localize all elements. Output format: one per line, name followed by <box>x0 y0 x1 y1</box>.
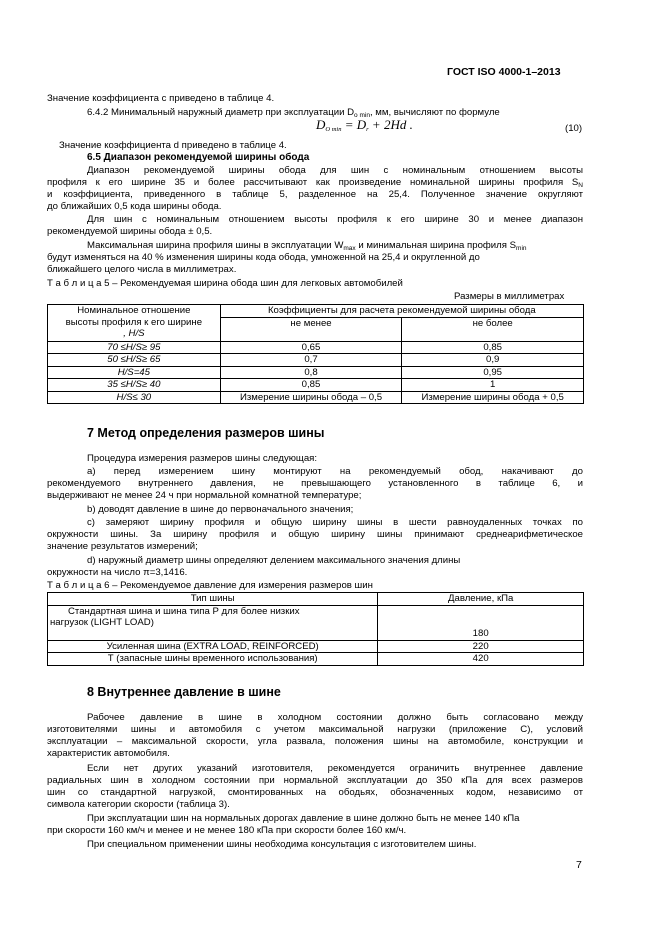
table5-header-ratio: Номинальное отношение высоты профиля к его ширине , H/S <box>48 305 221 342</box>
s8-p2-line1: Если нет других указаний изготовителя, рекомендуется ограничить внутреннее давление <box>87 763 583 774</box>
s8-p1-line4: характеристик автомобиля. <box>47 748 170 759</box>
coef-c-note: Значение коэффициента c приведено в таблице 4. <box>47 93 275 104</box>
s7-c-line1: с) замеряют ширину профиля и общую ширину шины в шести равноудаленных точках по <box>87 517 583 528</box>
s7-c-line2: окружности шины. За ширину профиля и общую ширину шины принимают среднеарифметическое <box>47 529 583 540</box>
s7-d-line2: окружности на число π=3,1416. <box>47 567 188 578</box>
coef-d-note: Значение коэффициента d приведено в таблице 4. <box>59 140 287 151</box>
table-row: 50 ≤H/S≥ 65 0,7 0,9 <box>48 354 584 367</box>
s65-p1-line1: Диапазон рекомендуемой ширины обода для шин с номинальным отношением высоты <box>87 165 583 176</box>
table-row: Т (запасные шины временного использования) 420 <box>48 653 584 666</box>
s65-p3-line3: ближайшего целого числа в миллиметрах. <box>47 264 237 275</box>
table-row: Стандартная шина и шина типа Р для более низких нагрузок (LIGHT LOAD) 180 <box>48 605 584 640</box>
s65-p1-line3: и коэффициента, приведенного в таблице 5, разделенное на 25,4. Полученное значение округляют <box>47 189 583 200</box>
s8-p4: При специальном применении шины необходима консультация с изготовителем шины. <box>87 839 477 850</box>
table-row: H/S=45 0,8 0,95 <box>48 366 584 379</box>
table-row: 35 ≤H/S≥ 40 0,85 1 <box>48 379 584 392</box>
s8-p2-line2: радиальных шин в холодном состоянии при нормальной эксплуатации до 350 кПа для всех размеров <box>47 775 583 786</box>
table-row: 70 ≤H/S≥ 95 0,65 0,85 <box>48 341 584 354</box>
s8-p1-line3: эксплуатации – максимальной скорости, угла развала, положения шины на автомобиле, конструкции и <box>47 736 583 747</box>
s7-b: b) доводят давление в шине до первоначального значения; <box>87 504 354 515</box>
table-row: Усиленная шина (EXTRA LOAD, REINFORCED) 220 <box>48 640 584 653</box>
formula-number: (10) <box>565 123 583 134</box>
section-6-4-2: 6.4.2 Минимальный наружный диаметр при эксплуатации $D_{o min}$, мм, вычисляют по формуле <box>87 107 500 119</box>
table-5 <box>47 304 584 404</box>
formula-10: $D_{O min} = D_r + 2Hd$ . <box>316 117 413 133</box>
s65-p1-line2: профиля к его ширине 35 и более рассчитывают как произведение номинальной ширины профиля $S_N$ <box>47 177 583 189</box>
s7-a-line2: рекомендуемого внутреннего давления, не превышающего установленного в таблице 6, и <box>47 478 583 489</box>
table-6 <box>47 592 584 666</box>
s8-p2-line3: шин со стандартной нагрузкой, смонтированных на ободьях, обозначенных кодом, независимо от <box>47 787 583 798</box>
section-7-title: 7 Метод определения размеров шины <box>87 426 325 440</box>
table6-caption: Т а б л и ц а 6 – Рекомендуемое давление для измерения размеров шин <box>47 580 373 591</box>
table5-units: Размеры в миллиметрах <box>454 291 565 302</box>
s7-d-line1: d) наружный диаметр шины определяют делением максимального значения длины <box>87 555 461 566</box>
s65-p2-line2: рекомендуемой ширины обода ± 0,5. <box>47 226 213 237</box>
table6-header-type: Тип шины <box>48 593 378 606</box>
s65-p2-line1: Для шин с номинальным отношением высоты профиля к его ширине 30 и менее диапазон <box>87 214 583 225</box>
s8-p1-line1: Рабочее давление в шине в холодном состоянии должно быть согласовано между <box>87 712 583 723</box>
s8-p3-line1: При эксплуатации шин на нормальных дорогах давление в шине должно быть не менее 140 кПа <box>87 813 520 824</box>
table-row: H/S≤ 30 Измерение ширины обода – 0,5 Измерение ширины обода + 0,5 <box>48 391 584 404</box>
standard-header: ГОСТ ISO 4000-1–2013 <box>447 66 561 78</box>
table5-header-group: Коэффициенты для расчета рекомендуемой ширины обода <box>220 305 583 318</box>
s8-p1-line2: изготовителями шины и автомобиля с учетом максимальной нагрузки (приложение С), условий <box>47 724 583 735</box>
s7-intro: Процедура измерения размеров шины следующая: <box>87 453 318 464</box>
s7-a-line3: выдерживают не менее 24 ч при нормальной комнатной температуре; <box>47 490 362 501</box>
section-6-5-title: 6.5 Диапазон рекомендуемой ширины обода <box>87 152 310 163</box>
s8-p3-line2: при скорости 160 км/ч и менее и не менее 180 кПа при скорости более 160 км/ч. <box>47 825 407 836</box>
s65-p3-line1: Максимальная ширина профиля шины в эксплуатации $W_{max}$ и минимальная ширина профиля $S_{min}$ <box>87 240 527 252</box>
s65-p1-line4: до ближайших 0,5 кода ширины обода. <box>47 201 222 212</box>
s7-a-line1: а) перед измерением шину монтируют на рекомендуемый обод, накачивают до <box>87 466 583 477</box>
section-8-title: 8 Внутреннее давление в шине <box>87 685 281 699</box>
table5-header-max: не более <box>402 317 584 341</box>
page-number: 7 <box>576 859 582 871</box>
s8-p2-line4: символа категории скорости (таблица 3). <box>47 799 230 810</box>
table5-header-min: не менее <box>220 317 402 341</box>
table5-caption: Т а б л и ц а 5 – Рекомендуемая ширина обода шин для легковых автомобилей <box>47 278 403 289</box>
table6-header-pressure: Давление, кПа <box>378 593 584 606</box>
s7-c-line3: значение результатов измерений; <box>47 541 198 552</box>
s65-p3-line2: будут изменяться на 40 % изменения ширины кода обода, умноженной на 25,4 и округленной до <box>47 252 480 263</box>
